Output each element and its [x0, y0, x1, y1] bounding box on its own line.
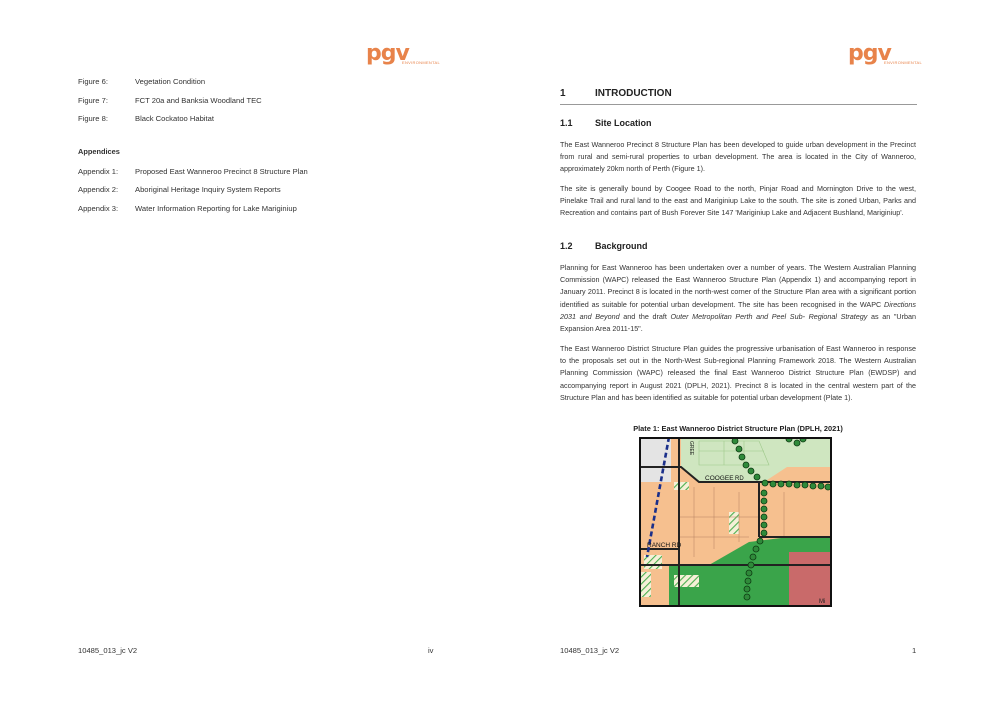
map-label-rd: RD — [735, 476, 744, 482]
footer-ref-right: 10485_013_jc V2 — [560, 646, 620, 655]
page-number-right: 1 — [912, 646, 917, 655]
map-rural-area — [789, 552, 832, 607]
page-number-left: iv — [428, 646, 434, 655]
structure-plan-map — [639, 437, 832, 607]
map-label-vertical-road: GREE — [688, 441, 694, 456]
background-paragraph-2: The East Wanneroo District Structure Plan guides the progressive urbanisation of East Wanneroo in response to the proposals set out in the North-West Sub-regional Planning Framework 2018. The Western Australian Planning Commission (WAPC) released the final East Wanneroo District Structure Plan (EWDSP) and accompanying report in August 2021 (DPLH, 2021). Precinct 8 is located in the central western part of the Structure Plan and has been identified as suitable for potential urban development (Plate 1). — [560, 344, 916, 402]
background-paragraph-1: Planning for East Wanneroo has been undertaken over a number of years. The Western Australian Planning Commission (WAPC) released the East Wanneroo Structure Plan (Appendix 1) and accompanying report in January 2011. Precinct 8 is located in the north-west corner of the Structure Plan area with a significant portion identified as suitable for potential urban development. The site has been recognised in the WAPC Directions 2031 and Beyond and the draft Outer Metropolitan Perth and Peel Sub- Regional Strategy as an "Urban Expansion Area 2011-15". — [560, 263, 916, 334]
pgv-logo-left: pgv ENVIRONMENTAL — [366, 41, 441, 66]
appendices-heading: Appendices — [78, 147, 120, 156]
map-label-ranch-rd: RANCH RD — [647, 542, 682, 549]
footer-ref-left: 10485_013_jc V2 — [78, 646, 138, 655]
site-location-paragraph-2: The site is generally bound by Coogee Road to the north, Pinjar Road and Mornington Drive to the west, Pinelake Trail and rural land to the east and Mariginiup Lake to the south. The site is zoned Urban, Parks and Recreation and contains part of Bush Forever Site 147 'Mariginiup Lake and Adjacent Bushland, Mariginiup'. — [560, 184, 916, 218]
map-grey-area — [639, 437, 671, 482]
map-hatched-area — [644, 555, 662, 569]
map-label-coogee: COOGEE — [705, 475, 734, 482]
pgv-logo-right: pgv ENVIRONMENTAL — [848, 41, 923, 66]
site-location-paragraph-1: The East Wanneroo Precinct 8 Structure Plan has been developed to guide urban development in the Precinct from rural and semi-rural properties to urban development. The area is located in the City of Wanneroo, approximately 20km north of Perth (Figure 1). — [560, 140, 916, 174]
section-heading-introduction: 1 INTRODUCTION — [560, 88, 917, 105]
plate-caption: Plate 1: East Wanneroo District Structure Plan (DPLH, 2021) — [633, 424, 843, 433]
map-label-corner: Mi — [819, 599, 826, 605]
